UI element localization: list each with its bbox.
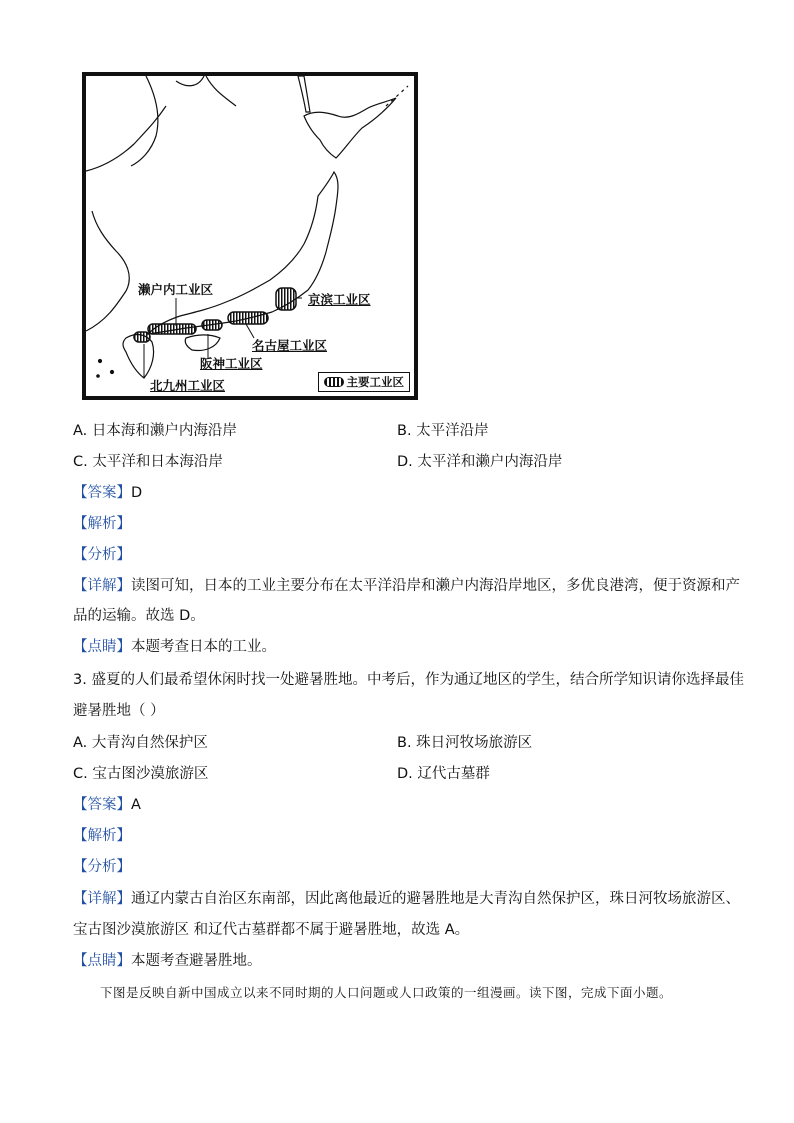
option-text: 太平洋和日本海沿岸 — [92, 454, 223, 470]
nagoya-zone — [228, 312, 268, 324]
figure-caption: 下图是反映自新中国成立以来不同时期的人口问题或人口政策的一组漫画。读下图，完成下面小题。 — [100, 985, 673, 1000]
q3-detail-line1 — [73, 889, 740, 909]
q2-detail-line2: 品的运输。故选 D。 — [73, 608, 205, 624]
answer-tag: 【答案】 — [73, 485, 131, 501]
detail-text: 通辽内蒙古自治区东南部，因此离他最近的避暑胜地是大青沟自然保护区，珠日河牧场旅游区、 — [131, 891, 740, 907]
option-text: 珠日河牧场旅游区 — [416, 735, 533, 751]
option-text: 太平洋和濑户内海沿岸 — [417, 454, 563, 470]
kitakyushu-label: 北九州工业区 — [150, 378, 226, 393]
q3-option-c — [73, 764, 208, 784]
q3-detail-line2: 宝古图沙漠旅游区 和辽代古墓群都不属于避暑胜地，故选 A。 — [73, 922, 470, 938]
dianjing-tag: 【点睛】 — [73, 953, 131, 969]
option-letter: D. — [397, 454, 413, 470]
option-text: 宝古图沙漠旅游区 — [92, 766, 209, 782]
q2-option-b — [397, 421, 489, 441]
q2-fenxi-tag: 【分析】 — [73, 547, 131, 563]
legend-label: 主要工业区 — [346, 375, 404, 389]
q3-option-d — [397, 764, 490, 784]
keihin-label: 京滨工业区 — [308, 292, 371, 307]
hanshin-label: 阪神工业区 — [200, 356, 263, 371]
q3-stem-line1: 3. 盛夏的人们最希望休闲时找一处避暑胜地。中考后，作为通辽地区的学生，结合所学知识请你选择最佳 — [73, 672, 744, 688]
option-letter: B. — [397, 423, 412, 439]
detail-tag: 【详解】 — [73, 578, 131, 594]
option-text: 太平洋沿岸 — [416, 423, 489, 439]
kitakyushu-zone — [134, 332, 150, 342]
dianjing-tag: 【点睛】 — [73, 639, 131, 655]
q2-option-d — [397, 452, 562, 472]
option-text: 辽代古墓群 — [417, 766, 490, 782]
option-text: 日本海和濑户内海沿岸 — [91, 423, 237, 439]
q3-option-a — [73, 733, 208, 753]
striped-region-icon — [324, 377, 344, 387]
answer-tag: 【答案】 — [73, 797, 131, 813]
dianjing-text: 本题考查避暑胜地。 — [131, 953, 262, 969]
setouchi-label: 濑户内工业区 — [138, 282, 214, 297]
option-letter: A. — [73, 735, 88, 751]
q3-stem-line2: 避暑胜地（ ） — [73, 703, 165, 719]
q2-option-c — [73, 452, 223, 472]
q3-fenxi-tag: 【分析】 — [73, 859, 131, 875]
q3-jiexi-tag: 【解析】 — [73, 828, 131, 844]
nagoya-label: 名古屋工业区 — [252, 338, 328, 353]
q2-jiexi-tag: 【解析】 — [73, 516, 131, 532]
q2-answer — [73, 483, 142, 503]
q3-option-b — [397, 733, 532, 753]
q2-detail-line1 — [73, 576, 740, 596]
option-letter: D. — [397, 766, 413, 782]
setouchi-zone — [148, 324, 196, 334]
option-text: 大青沟自然保护区 — [91, 735, 208, 751]
keihin-zone — [276, 288, 296, 310]
q3-dianjing — [73, 951, 262, 971]
q3-answer — [73, 795, 141, 815]
option-letter: C. — [73, 454, 88, 470]
option-letter: B. — [397, 735, 412, 751]
q2-option-a — [73, 421, 237, 441]
hanshin-zone — [202, 320, 222, 330]
option-letter: A. — [73, 423, 88, 439]
q2-dianjing — [73, 637, 276, 657]
option-letter: C. — [73, 766, 88, 782]
answer-value: D — [131, 485, 143, 501]
detail-tag: 【详解】 — [73, 891, 131, 907]
map-drawing — [86, 76, 414, 396]
detail-text: 读图可知，日本的工业主要分布在太平洋沿岸和濑户内海沿岸地区，多优良港湾，便于资源和产 — [131, 578, 740, 594]
answer-value: A — [131, 797, 141, 813]
japan-industry-map — [82, 72, 418, 400]
dianjing-text: 本题考查日本的工业。 — [131, 639, 276, 655]
map-legend — [318, 372, 411, 392]
